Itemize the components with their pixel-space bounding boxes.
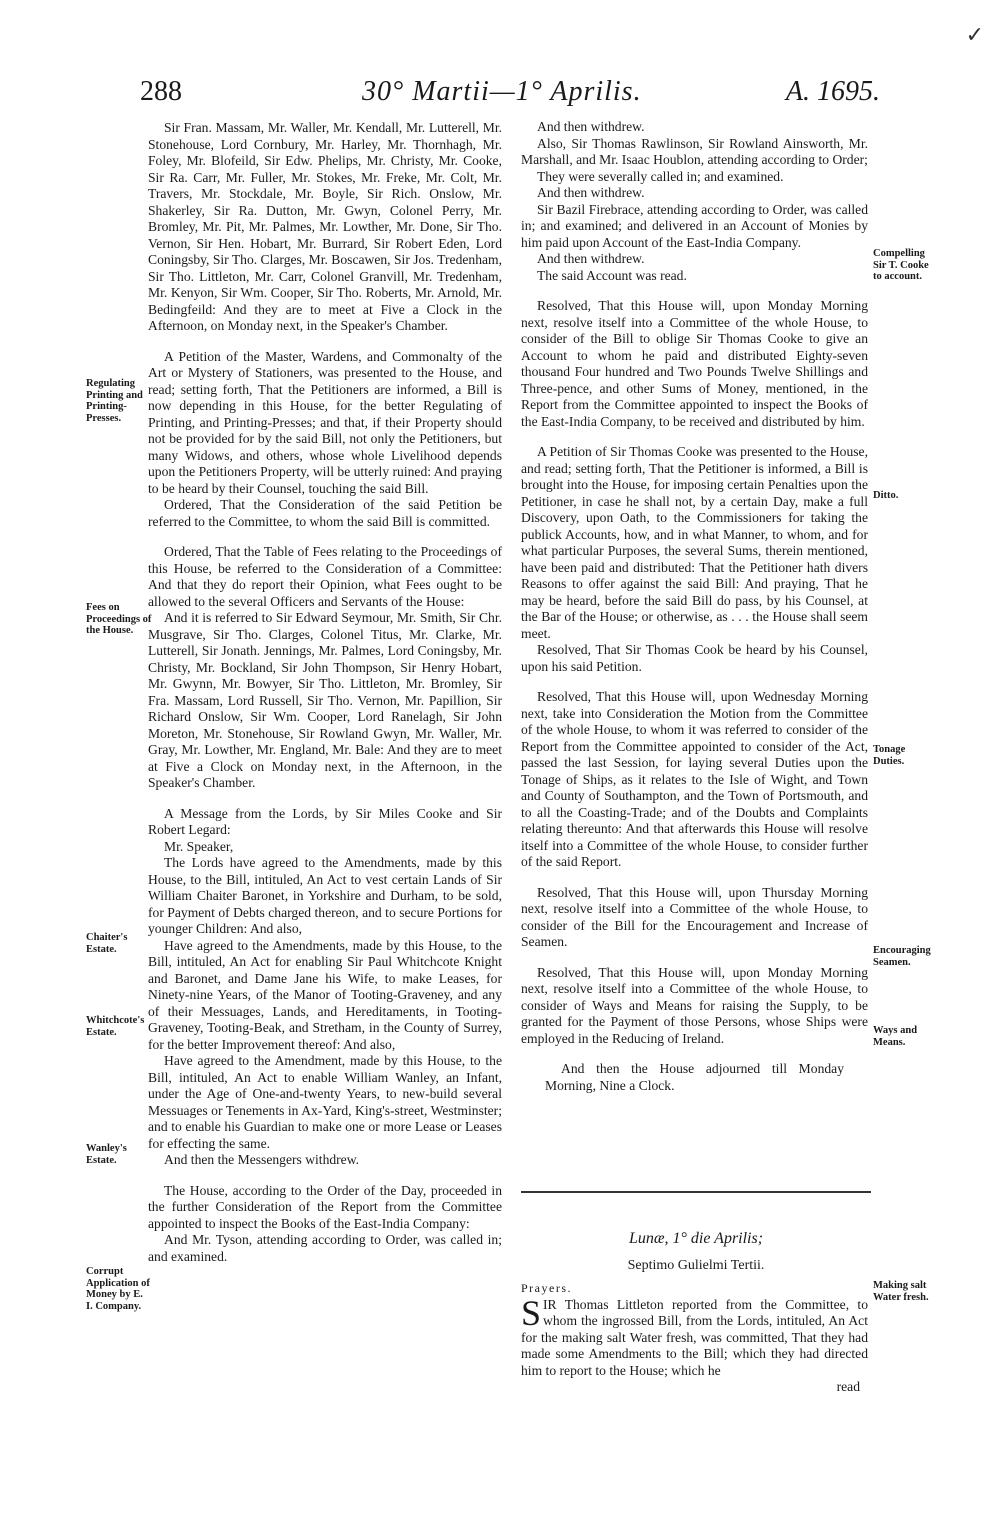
margin-note: Corrupt Application of Money by E. I. Company. (86, 1266, 150, 1312)
margin-note: Fees on Proceedings of the House. (86, 602, 152, 636)
paragraph: Resolved, That this House will, upon Monday Morning next, resolve itself into a Committee of the whole House, to consider of the Bill to oblige Sir Thomas Cooke to give an Account to whom he paid and distributed Eighty-seven thousand Four hundred and Two Pounds Twelve Shillings and Three-pence, and other Sums of Money, mentioned, in the Report from the Committee appointed to inspect the Books of the East-India Company, to be received and distributed by him. (521, 298, 868, 429)
adjournment: And then the House adjourned till Monday Morning, Nine a Clock. (545, 1061, 844, 1093)
paragraph: And then withdrew. (537, 119, 645, 134)
paragraph: Ordered, That the Consideration of the said Petition be referred to the Committee, to whom the said Bill is committed. (148, 497, 502, 529)
margin-note: Regulating Printing and Printing-Presses. (86, 378, 143, 424)
paragraph: And Mr. Tyson, attending according to Order, was called in; and examined. (148, 1232, 502, 1264)
paragraph: Resolved, That this House will, upon Monday Morning next, resolve itself into a Committee of the whole House, to consider of Ways and Means for raising the Supply, to be granted for the Payment of those Persons, whose Ships were employed in the Reducing of Ireland. (521, 964, 868, 1046)
header-date: 30° Martii—1° Aprilis. (362, 76, 642, 107)
header-year: A. 1695. (785, 76, 880, 107)
right-column (521, 119, 868, 1094)
margin-note: Tonage Duties. (873, 744, 906, 767)
margin-note: Chaiter's Estate. (86, 932, 128, 955)
paragraph: Sir Bazil Firebrace, attending according to Order, was called in; and examined; and delivered in an Account of Monies by him paid upon Account of the East-India Company. (521, 201, 868, 250)
margin-note: Compelling Sir T. Cooke to account. (873, 248, 929, 282)
report-paragraph (521, 1292, 868, 1380)
prayers-heading: Prayers. (521, 1281, 572, 1295)
paragraph: The Lords have agreed to the Amendments, made by this House, to the Bill, intituled, An Act to vest certain Lands of Sir William Chaiter Baronet, in Yorkshire and Durham, to be sold, for Payment of Debts charged thereon, and to secure Portions for younger Children: And also, (148, 855, 502, 936)
sitting-subtitle: Septimo Gulielmi Tertii. (627, 1258, 765, 1273)
paragraph: The House, according to the Order of the Day, proceeded in the further Consideration of the Report from the Committee appointed to inspect the Books of the East-India Company: (148, 1182, 502, 1231)
corner-mark: ✓ (965, 22, 984, 47)
drop-cap: S (521, 1292, 542, 1333)
paragraph: The said Account was read. (537, 267, 687, 283)
paragraph: And it is referred to Sir Edward Seymour, Mr. Smith, Sir Chr. Musgrave, Sir Tho. Clarges, Colonel Titus, Mr. Clarke, Mr. Lutterell, Sir Jonath. Jennings, Mr. Palmes, Lord Coningsby, Mr. Christy, Mr. Bockland, Sir John Thompson, Sir Henry Hobart, Mr. Gwynn, Mr. Bowyer, Sir Tho. Littleton, Mr. Bromley, Sir Fra. Massam, Lord Russell, Sir Tho. Vernon, Mr. Papillion, Sir Richard Onslow, Sir Wm. Cooper, Lord Ranelagh, Sir John Moreton, Mr. Stonehouse, Sir Rowland Gwyn, Mr. Waller, Mr. Gray, Mr. Lowther, Mr. England, Mr. Bale: And they are to meet at Five a Clock on Monday next, in the Afternoon, in the Speaker's Chamber. (148, 610, 502, 790)
paragraph: A Petition of Sir Thomas Cooke was presented to the House, and read; setting forth, That the Petitioner is informed, a Bill is brought into the House, for imposing certain Penalties upon the Petitioner, in case he shall not, by a certain Day, make a full Discovery, upon Oath, to the Commissioners for taking the publick Accounts, how, and in what Manner, to whom, and for what particular Purposes, the several Sums, therein mentioned, have been paid and distributed: That the Petitioner hath divers Reasons to offer against the said Bill: And praying, That he may be heard, before the said Bill do pass, by his Counsel, at the Bar of the House; or otherwise, as . . . the House shall seem meet. (521, 444, 868, 641)
page-header (140, 76, 880, 116)
paragraph: A Message from the Lords, by Sir Miles Cooke and Sir Robert Legard: (148, 805, 502, 837)
paragraph: And then the Messengers withdrew. (164, 1152, 360, 1167)
paragraph: A Petition of the Master, Wardens, and Commonalty of the Art or Mystery of Stationers, was presented to the House, and read; setting forth, That the Petitioners are informed, a Bill is now depending in this House, for the better Regulating of Printing, and Printing-Presses; and that, if their Property should not be provided for by the said Bill, not only the Petitioners, but many Widows, and others, whose whole Livelihood depends upon the Petitioners Property, will be utterly ruined: And praying to be heard by their Counsel, touching the said Bill. (148, 348, 503, 496)
paragraph: Also, Sir Thomas Rawlinson, Sir Rowland Ainsworth, Mr. Marshall, and Mr. Isaac Houblon, attending according to Order; (521, 135, 868, 167)
paragraph: Have agreed to the Amendments, made by this House, to the Bill, intituled, An Act for enabling Sir Paul Whitchcote Knight and Baronet, and Dame Jane his Wife, to make Leases, for Ninety-nine Years, of the Manor of Tooting-Graveney, and any of their Messuages, Lands, and Hereditaments, in Tooting-Graveney, Tooting-Beak, and Stretham, in the County of Surrey, for the better Improvement thereof: And also, (148, 937, 502, 1052)
paragraph: Resolved, That this House will, upon Thursday Morning next, resolve itself into a Committee of the whole House, to consider of the Bill for the Encouragement and Increase of Seamen. (521, 884, 868, 949)
paragraph: Ordered, That the Table of Fees relating to the Proceedings of this House, be referred to the Consideration of a Committee: And that they do report their Opinion, what Fees ought to be allowed to the several Officers and Servants of the House: (148, 544, 502, 609)
paragraph: Resolved, That Sir Thomas Cook be heard by his Counsel, upon his said Petition. (521, 642, 868, 674)
paragraph: Sir Fran. Massam, Mr. Waller, Mr. Kendall, Mr. Lutterell, Mr. Stonehouse, Lord Cornbury, Mr. Harley, Mr. Thornhagh, Mr. Foley, Mr. Blofeild, Sir Edw. Phelips, Mr. Christy, Mr. Cooke, Sir Ra. Carr, Mr. Fuller, Mr. Stokes, Mr. Freke, Mr. Colt, Mr. Travers, Mr. Stockdale, Mr. Boyle, Sir Rich. Onslow, Mr. Shakerley, Sir Ra. Dutton, Mr. Gwyn, Colonel Perry, Mr. Bromley, Mr. Pit, Mr. Palmes, Mr. Lowther, Mr. Done, Sir Tho. Vernon, Sir Hen. Hobart, Mr. Burrard, Sir Robert Eden, Lord Coningsby, Sir Tho. Clarges, Mr. Boscawen, Sir Jos. Tredenham, Sir Tho. Littleton, Mr. Carr, Colonel Granvill, Mr. Tredenham, Mr. Kenyon, Sir Wm. Cooper, Sir Tho. Roberts, Mr. Arnold, Mr. Bedingfeild: And they are to meet at Five a Clock in the Afternoon, on Monday next, in the Speaker's Chamber. (148, 120, 502, 333)
paragraph: And then withdrew. (537, 185, 645, 200)
sitting-body (521, 1280, 868, 1396)
paragraph: Have agreed to the Amendment, made by this House, to the Bill, intituled, An Act to enable William Wanley, an Infant, under the Age of One-and-twenty Years, to new-build several Messuages or Tenements in Ax-Yard, King's-street, Westminster; and to enable his Guardian to make one or more Lease or Leases for effecting the same. (148, 1053, 502, 1151)
page-number: 288 (140, 76, 182, 107)
margin-note: Whitchcote's Estate. (86, 1015, 145, 1038)
paragraph: Resolved, That this House will, upon Wednesday Morning next, take into Consideration the Motion from the Committee of the whole House, to whom it was referred to consider of the Report from the Committee appointed to consider of the Act, passed the last Session, for laying several Duties upon the Tonage of Ships, as it relates to the Isle of Wight, and Town and County of Southampton, and the Town of Portsmouth, and to all the Coasting-Trade; and of the Doubts and Complaints relating thereunto: And that afterwards this House will resolve itself into a Committee of the whole House, to consider further of the said Report. (521, 689, 868, 869)
margin-note: Wanley's Estate. (86, 1143, 127, 1166)
left-column (148, 120, 502, 1265)
paragraph: They were severally called in; and examined. (537, 168, 784, 184)
margin-note: Making salt Water fresh. (873, 1280, 929, 1303)
margin-note: Ditto. (873, 490, 899, 501)
paragraph: Mr. Speaker, (164, 838, 234, 854)
catchword: read (836, 1379, 860, 1394)
report-text: IR Thomas Littleton reported from the Committee, to whom the ingrossed Bill, from the Lords, intituled, An Act for the making salt Water fresh, was committed, That they had made some Amendments to the Bill; which they had directed him to report to the House; which he (521, 1296, 868, 1378)
margin-note: Encouraging Seamen. (873, 945, 931, 968)
section-rule (521, 1191, 871, 1193)
margin-note: Ways and Means. (873, 1025, 918, 1048)
sitting-title: Lunæ, 1° die Aprilis; (628, 1230, 764, 1247)
paragraph: And then withdrew. (537, 251, 645, 266)
